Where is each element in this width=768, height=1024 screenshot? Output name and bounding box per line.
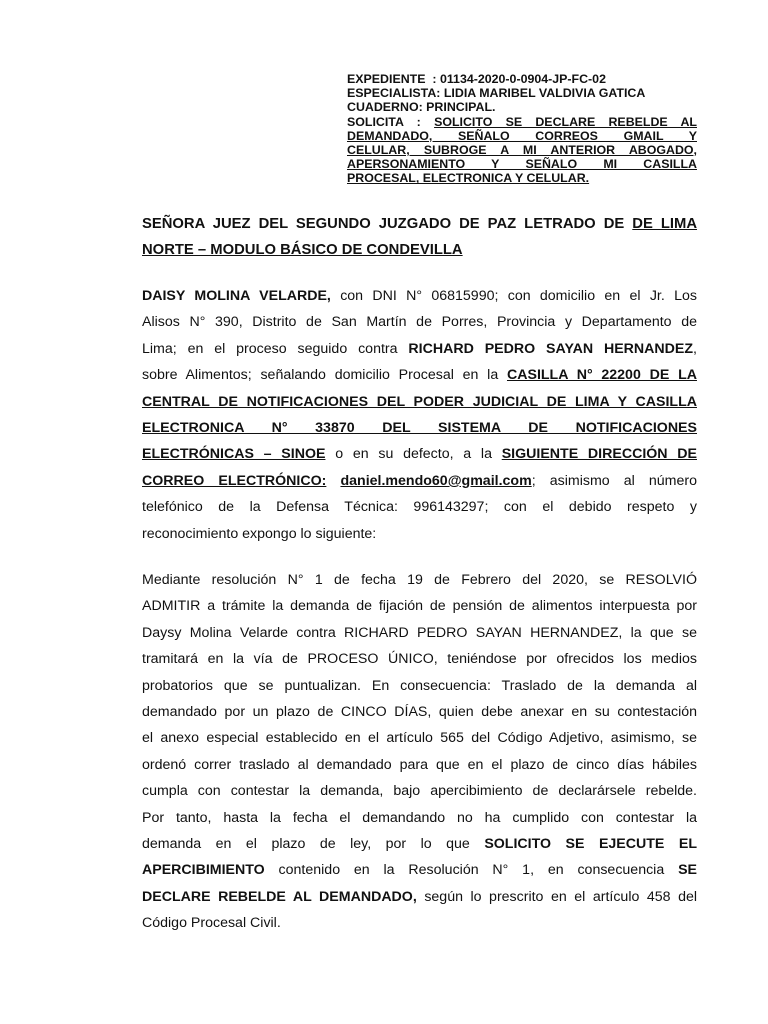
para1-line-2: Alisos N° 390, Distrito de San Martín de Porres, Provincia y Departamento de (142, 314, 697, 331)
cuaderno-label: CUADERNO: (347, 100, 423, 115)
solicita-line-5: PROCESAL, ELECTRONICA Y CELULAR. (347, 171, 590, 186)
addressee-district: DE LIMA (632, 216, 698, 232)
para1-line-6: ELECTRONICA N° 33870 DEL SISTEMA DE NOTIFICACIONES (142, 420, 697, 437)
para2-line-12 (142, 857, 697, 883)
addressee-line-1 (142, 211, 697, 237)
para2-line-9: cumpla con contestar la demanda, bajo apercibimiento de declarársele rebelde. (142, 783, 697, 800)
solicita-label: SOLICITA : (347, 114, 421, 129)
solicita-line-2: DEMANDADO, SEÑALO CORREOS GMAIL Y (347, 128, 697, 143)
expediente-row (347, 72, 697, 86)
email-link[interactable]: daniel.mendo60@gmail.com (340, 472, 532, 489)
expediente-value: : 01134-2020-0-0904-JP-FC-02 (432, 72, 606, 86)
solicita-line-4: APERSONAMIENTO Y SEÑALO MI CASILLA (347, 157, 697, 172)
email-label: CORREO ELECTRÓNICO: (142, 472, 327, 489)
cuaderno-value: PRINCIPAL. (426, 100, 496, 115)
para1-text-8: ; asimismo al número (531, 472, 697, 489)
para2-line-13 (142, 884, 697, 910)
addressee (142, 211, 697, 263)
especialista-label: ESPECIALISTA: (347, 86, 441, 101)
para2-line-11 (142, 831, 697, 857)
defendant-name: RICHARD PEDRO SAYAN HERNANDEZ (408, 340, 694, 357)
para1-line-1 (142, 283, 697, 309)
especialista-row (347, 86, 697, 100)
para1-text-3: Lima; en el proceso seguido contra (142, 340, 409, 357)
paragraph-resolution (142, 567, 697, 937)
para2-line-5: probatorios que se puntualizan. En consecuencia: Traslado de la demanda al (142, 677, 697, 694)
para2-line-4: tramitará en la vía de PROCESO ÚNICO, teniéndose por ofrecidos los medios (142, 651, 697, 668)
para2-line-6: demandado por un plazo de CINCO DÍAS, quien debe anexar en su contestación (142, 704, 697, 721)
addressee-line-2: NORTE – MODULO BÁSICO DE CONDEVILLA (142, 242, 463, 258)
para2-text-12: contenido en la Resolución N° 1, en consecuencia (264, 862, 679, 879)
para2-line-1: Mediante resolución N° 1 de fecha 19 de Febrero del 2020, se RESOLVIÓ (142, 572, 697, 588)
request-execute: SOLICITO SE EJECUTE EL (484, 836, 698, 853)
expediente-label: EXPEDIENTE (347, 72, 426, 86)
para2-line-10: Por tanto, hasta la fecha el demandando no ha cumplido con contestar la (142, 809, 697, 826)
casilla-number: CASILLA N° 22200 DE LA (506, 367, 697, 384)
case-header (347, 72, 697, 186)
paragraph-petitioner (142, 283, 697, 547)
para1-text-4: sobre Alimentos; señalando domicilio Procesal en la (142, 367, 507, 384)
sinoe-text: ELECTRÓNICAS – SINOE (142, 446, 326, 463)
addressee-judge: SEÑORA JUEZ DEL SEGUNDO JUZGADO DE PAZ LETRADO DE (142, 216, 633, 232)
request-rebel: DECLARE REBELDE AL DEMANDADO, (142, 888, 417, 905)
solicita-line-1: SOLICITO SE DECLARE REBELDE AL (434, 114, 697, 129)
para1-line-10: reconocimiento expongo lo siguiente: (142, 525, 377, 542)
para2-text-13: según lo prescrito en el artículo 458 del (416, 888, 697, 905)
para1-line-4 (142, 362, 697, 388)
solicita-row (347, 115, 697, 129)
para1-line-9: telefónico de la Defensa Técnica: 996143297; con el debido respeto y (142, 499, 697, 516)
para1-line-5: CENTRAL DE NOTIFICACIONES DEL PODER JUDICIAL DE LIMA Y CASILLA (142, 393, 697, 410)
para1-comma: , (693, 340, 697, 357)
apercibimiento: APERCIBIMIENTO (142, 862, 265, 879)
para2-line-7: el anexo especial establecido en el artículo 565 del Código Adjetivo, asimismo, se (142, 730, 697, 747)
para1-line-3 (142, 336, 697, 362)
email-direction-label: SIGUIENTE DIRECCIÓN DE (501, 446, 697, 463)
cuaderno-row (347, 100, 697, 114)
solicita-line-3: CELULAR, SUBROGE A MI ANTERIOR ABOGADO, (347, 143, 697, 158)
para1-line-7 (142, 441, 697, 467)
para2-text-11: demanda en el plazo de ley, por lo que (142, 836, 485, 853)
para2-line-3: Daysy Molina Velarde contra RICHARD PEDRO SAYAN HERNANDEZ, la que se (142, 624, 697, 641)
para1-text-1: con DNI N° 06815990; con domicilio en el Jr. Los (330, 288, 697, 304)
request-se: SE (678, 862, 697, 879)
para2-line-14: Código Procesal Civil. (142, 915, 281, 932)
para2-line-8: ordenó correr traslado al demandado para que en el plazo de cinco días hábiles (142, 756, 697, 773)
para1-line-8 (142, 468, 697, 494)
petitioner-name: DAISY MOLINA VELARDE, (142, 288, 331, 304)
para1-text-7: o en su defecto, a la (325, 446, 502, 463)
especialista-value: LIDIA MARIBEL VALDIVIA GATICA (443, 86, 646, 101)
para2-line-2: ADMITIR a trámite la demanda de fijación de pensión de alimentos interpuesta por (142, 598, 697, 615)
